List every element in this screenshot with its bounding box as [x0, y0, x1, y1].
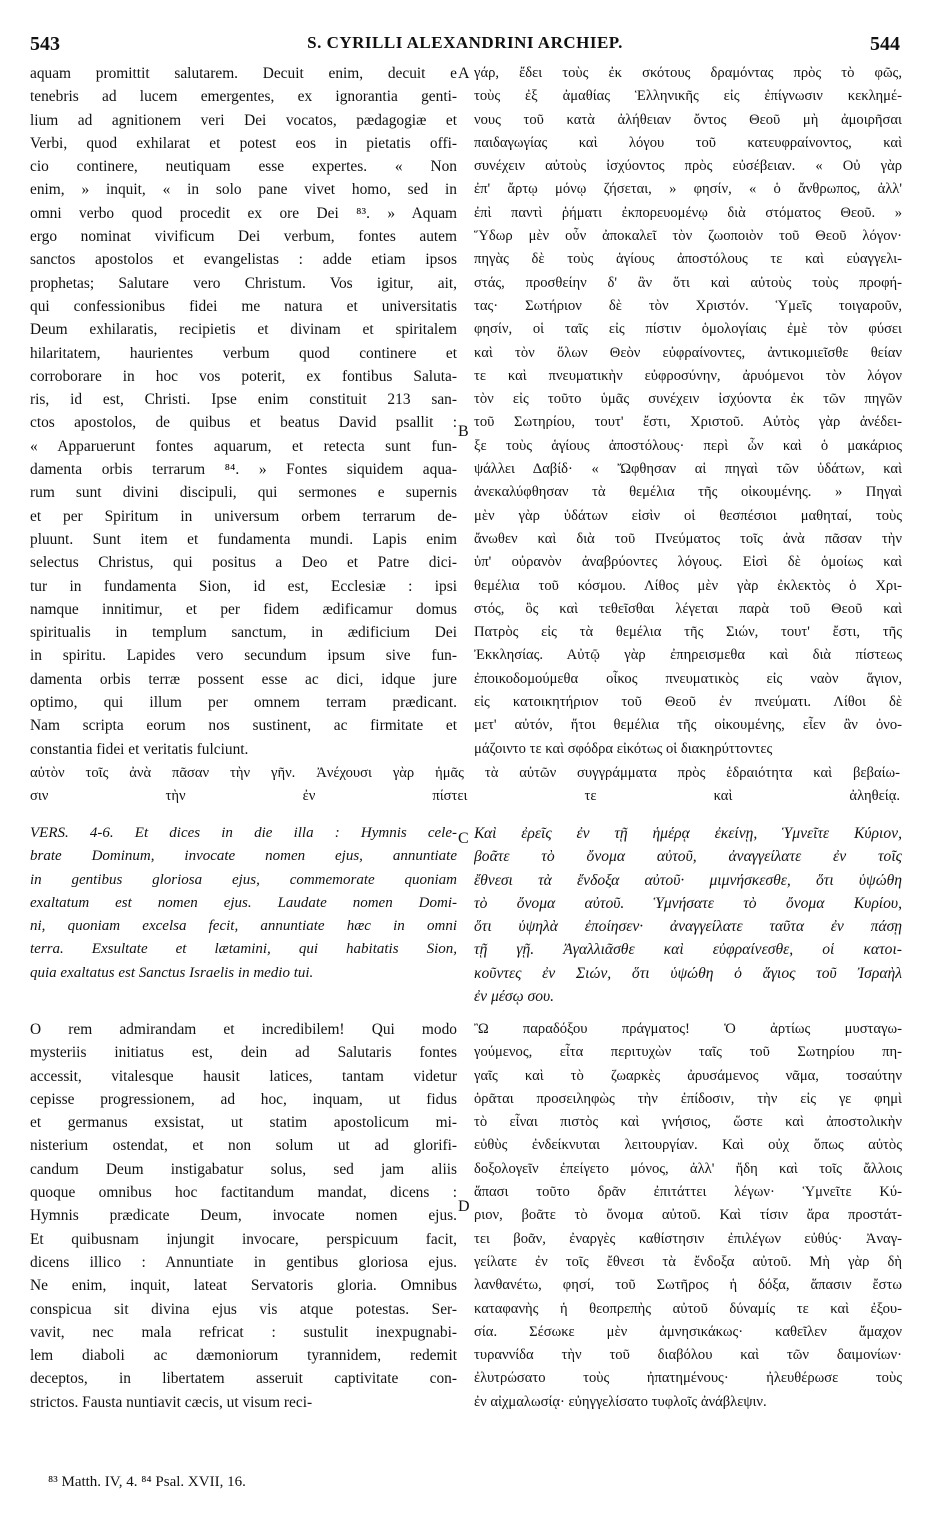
latin-text-line: et per Spiritum in universum orbem terrarum de-	[30, 507, 457, 525]
latin-text-line: Verbi, quod exhilarat et potest eos in pietatis offi-	[30, 134, 457, 152]
greek-text-line: γάρ, ἔδει τοὺς ἐκ σκότους δραμόντας πρὸς τὸ φῶς,	[474, 65, 902, 81]
greek-text-line: εἰς κατοικητήριον τοῦ Θεοῦ ἐν πνεύματι. Λίθοι δὲ	[474, 694, 902, 711]
latin-text-line: lem diaboli ac dæmoniorum tyrannidem, redemit	[30, 1347, 457, 1365]
greek-text-line: στός, ὃς καὶ τεθεῖσθαι λέγεται παρὰ τοῦ Θεοῦ καὶ	[474, 600, 902, 617]
latin-text-line: dicens illico : Annuntiate in gentibus gloriosa ejus.	[30, 1253, 457, 1271]
latin-text-line: cio continere, neutiquam esse expertes. « Non	[30, 158, 457, 176]
latin-verse-line: ni, quoniam excelsa fecit, annuntiate hæc in omni	[30, 918, 457, 935]
greek-verse-line: Καὶ ἐρεῖς ἐν τῇ ἡμέρᾳ ἐκείνῃ, Ὑμνεῖτε Κύριον,	[474, 825, 902, 842]
latin-text-line: namque innitimur, et per fidem ædificamur domus	[30, 600, 457, 618]
latin-text-line: tur in fundamenta Sion, id est, Ecclesiæ : ipsi	[30, 577, 457, 595]
greek-text-line: τε καὶ πνευματικὴν εὐφροσύνην, ἀρυόμενοι τὸν λόγον	[474, 367, 902, 384]
running-title: S. CYRILLI ALEXANDRINI ARCHIEP.	[307, 33, 623, 52]
greek-text-line: καὶ τὸν ὅλων Θεὸν εὐφραίνοντες, ἀντικομιεῖσθε θείαν	[474, 344, 902, 361]
latin-text-line: lium ad agnitionem veri Dei vocatos, pædagogiæ et	[30, 111, 457, 129]
greek-text-line: φησίν, οἱ ταῖς εἰς πίστιν ὁμολογίαις ἐμὲ τὸν φύσει	[474, 321, 902, 338]
latin-verse-line: brate Dominum, invocate nomen ejus, annuntiate	[30, 848, 457, 865]
page-number-right: 544	[870, 33, 900, 55]
latin-text-line: nisterium ostendat, et non solum ut ad glorifi-	[30, 1137, 457, 1155]
latin-text-line: corroborare in hoc vos poterit, ex fontibus Saluta-	[30, 367, 457, 385]
latin-text-line: conspicua sit divina ejus vis atque potestas. Ser-	[30, 1300, 457, 1318]
latin-text-line: tenebris ad lucem emergentes, ex ignorantia genti-	[30, 88, 457, 106]
greek-text-line: ξε τοὺς ἁγίους ἀποστόλους· περὶ ὧν καὶ ὁ μακάριος	[474, 437, 902, 454]
greek-column-bottom	[474, 1018, 902, 1414]
latin-text-line: ctos apostolos, de quibus et beatus David psallit :	[30, 414, 457, 432]
greek-text-line: θεμέλια τοῦ κόσμου. Λίθος μὲν γὰρ ἐκλεκτὸς ὁ Χρι-	[474, 577, 902, 594]
latin-text-line: pluunt. Sunt item et fundamenta mundi. Lapis enim	[30, 530, 457, 548]
latin-column-bottom	[30, 1018, 457, 1414]
greek-text-line: νους τοῦ κατὰ ἀλήθειαν ὄντος Θεοῦ μὴ ἀμοιρῆσαι	[474, 111, 902, 128]
greek-text-line: μάζοιντο τε καὶ σφόδρα εἰκότως οἱ διακηρύττοντες	[474, 740, 773, 757]
full-width-greek	[30, 762, 900, 809]
greek-verse-block	[474, 822, 902, 1008]
latin-column-top	[30, 62, 457, 761]
greek-text-line: ὑπ' οὐρανὸν ἀναβρύοντες λόγους. Εἰσὶ δὲ ὁμοίως καὶ	[474, 554, 902, 571]
latin-text-line: enim, » inquit, « in solo pane vivet homo, sed in	[30, 181, 457, 199]
margin-marker-c: C	[458, 830, 469, 847]
latin-text-line: qui confessionibus fidei me natura et universitatis	[30, 297, 457, 315]
latin-text-line: candum Deum instigabatur solus, sed jam aliis	[30, 1160, 457, 1178]
latin-text-line: rum sunt divini discipuli, qui sermones e supernis	[30, 484, 457, 502]
latin-text-line: accessit, vitalesque hausit latices, tantam videtur	[30, 1067, 457, 1085]
greek-text-line: ἐποικοδομούμεθα οἶκος πνευματικὸς εἰς ναὸν ἅγιον,	[474, 670, 902, 687]
greek-text-line: ἄνωθεν καὶ διὰ τοῦ Πνεύματος τοῖς ἀνὰ πᾶσαν τὴν	[474, 530, 902, 547]
latin-text-line: mysteriis initiatus est, dein ad Salutaris fontes	[30, 1044, 457, 1062]
greek-text-line: ἐλυτρώσατο τοὺς ἠπατημένους· ἠλευθέρωσε τοὺς	[474, 1370, 902, 1387]
greek-text-line: στάς, προσθείην δ' ἂν ὅτι καὶ αὐτοὺς τοὺς προφή-	[474, 274, 902, 291]
greek-text-line: Πατρὸς εἰς τὰ θεμέλια τῆς Σιών, τουτ' ἔστι, τῆς	[474, 624, 902, 641]
latin-text-line: damenta orbis terræ possent esse ac dici, idque jure	[30, 670, 457, 688]
greek-text-line: συνέχειν αὐτοὺς ἰσχύοντος πρὸς εὐσέβειαν. « Οὐ γὰρ	[474, 158, 902, 175]
greek-text-line: ἐπὶ παντὶ ῥήματι ἐκπορευομένῳ διὰ στόματος Θεοῦ. »	[474, 204, 902, 221]
greek-text-line: γαῖς καὶ τὸ ζωαρκὲς ἀρυσάμενος νᾶμα, τοσαύτην	[474, 1067, 902, 1084]
greek-text-line: εὐθὺς ἐνδείκνυται λειτουργίαν. Καὶ οὐχ ὅπως αὐτὸς	[474, 1137, 902, 1154]
latin-text-line: Deum exhilaratis, recipietis et divinam et spiritalem	[30, 321, 457, 339]
latin-verse-line: VERS. 4-6. Et dices in die illa : Hymnis cele-	[30, 825, 457, 841]
greek-text-line: ἅπασι τοῦτο δρᾶν ἐπιτάττει λέγων· Ὑμνεῖτε Κύ-	[474, 1184, 902, 1201]
latin-text-line: damenta orbis terrarum ⁸⁴. » Fontes siquidem aqua-	[30, 461, 457, 479]
greek-text-line: Ἐκκλησίας. Αὐτῷ γὰρ ἐπηρεισμεθα καὶ διὰ πίστεως	[474, 647, 902, 664]
greek-text-line: σιν τὴν ἐν πίστει τε καὶ ἀληθείᾳ.	[30, 788, 900, 805]
greek-verse-line: ὅτι ὑψηλὰ ἐποίησεν· ἀναγγείλατε ταῦτα ἐν πάσῃ	[474, 918, 902, 936]
greek-text-line: παιδαγωγίας καὶ λόγου τοῦ κατευφραίνοντος, καὶ	[474, 134, 902, 151]
greek-text-line: μὲν γὰρ ὑδάτων εἰσὶν οἱ θεσπέσιοι μαθηταί, τοὺς	[474, 507, 902, 524]
greek-verse-line: τῇ γῇ. Ἀγαλλιᾶσθε καὶ εὐφραίνεσθε, οἱ κατοι-	[474, 941, 902, 959]
latin-text-line: sanctos apostolos et evangelistas : adde etiam ipsos	[30, 251, 457, 269]
latin-verse-line: in gentibus gloriosa ejus, commemorate quoniam	[30, 871, 457, 888]
latin-text-line: strictos. Fausta nuntiavit cæcis, ut visum reci-	[30, 1393, 313, 1411]
latin-text-line: selectus Christus, qui positus a Deo et Patre dici-	[30, 554, 457, 572]
greek-text-line: τυραννίδα τὴν τοῦ διαβόλου καὶ τῶν δαιμονίων·	[474, 1347, 902, 1364]
greek-text-line: τὸ εἶναι πιστὸς καὶ γνήσιος, ὥστε καὶ ἀποστολικὴν	[474, 1114, 902, 1131]
latin-verse-block	[30, 822, 457, 985]
greek-text-line: ὁρᾶται προσειληφὼς τὴν ἐπίδοσιν, τὴν εἰς γε φημὶ	[474, 1090, 902, 1107]
latin-text-line: vavit, nec mala refricat : sustulit inexpugnabi-	[30, 1323, 457, 1341]
latin-text-line: Hymnis prædicate Deum, invocate nomen ejus.	[30, 1207, 457, 1225]
latin-text-line: deceptos, in libertatem asseruit captivitate con-	[30, 1370, 457, 1388]
latin-text-line: cepisse progressionem, ad hoc, inquam, ut fidus	[30, 1090, 457, 1108]
greek-text-line: ψάλλει Δαβίδ· « Ὤφθησαν αἱ πηγαὶ τῶν ὑδάτων, καὶ	[474, 461, 902, 478]
latin-text-line: optimo, qui illum per omnem terram prædicant.	[30, 694, 457, 712]
greek-verse-line: βοᾶτε τὸ ὄνομα αὐτοῦ, ἀναγγείλατε ἐν τοῖς	[474, 848, 902, 866]
greek-verse-line: ἐν μέσῳ σου.	[474, 988, 555, 1006]
greek-text-line: δοξολογεῖν ἐπείγετο μόνος, ἀλλ' ἤδη καὶ τοῖς ἄλλοις	[474, 1160, 902, 1177]
latin-text-line: Et quibusnam injungit invocare, perspicuum facit,	[30, 1230, 457, 1248]
page-header	[30, 33, 900, 57]
greek-text-line: Ὢ παραδόξου πράγματος! Ὁ ἀρτίως μυσταγω-	[474, 1021, 902, 1037]
greek-text-line: ἀνεκαλύφθησαν τὰ θεμέλια τῆς οἰκουμένης. » Πηγαὶ	[474, 484, 902, 501]
greek-verse-line: ἔθνεσι τὰ ἔνδοξα αὐτοῦ· μιμνήσκεσθε, ὅτι ὑψώθη	[474, 871, 902, 889]
greek-text-line: Ὕδωρ μὲν οὖν ἀποκαλεῖ τὸν ζωοποιὸν τοῦ Θεοῦ λόγον·	[474, 228, 902, 245]
greek-text-line: καταφανὴς ἡ θεοπρεπὴς αὐτοῦ δύναμίς τε καὶ ἐξου-	[474, 1300, 902, 1317]
latin-verse-line: terra. Exsultate et lætamini, qui habitatis Sion,	[30, 941, 457, 958]
latin-text-line: omni verbo quod procedit ex ore Dei ⁸³. » Aquam	[30, 204, 457, 222]
page-number-left: 543	[30, 33, 60, 55]
latin-text-line: « Apparuerunt fontes aquarum, et retecta sunt fun-	[30, 437, 457, 455]
greek-column-top	[474, 62, 902, 761]
margin-marker-b: B	[458, 423, 469, 440]
greek-text-line: σία. Σέσωκε μὲν ἀμνησικάκως· καθεῖλεν ἄμαχον	[474, 1323, 902, 1340]
latin-text-line: Ne enim, inquit, lateat Servatoris gloria. Omnibus	[30, 1277, 457, 1295]
greek-text-line: γούμενος, εἶτα περιτυχὼν ταῖς τοῦ Σωτηρίου πη-	[474, 1044, 902, 1061]
latin-text-line: O rem admirandam et incredibilem! Qui modo	[30, 1021, 457, 1038]
latin-text-line: hilaritatem, haurientes verbum quod continere et	[30, 344, 457, 362]
latin-text-line: prophetas; Salutare vero Christum. Vos igitur, ait,	[30, 274, 457, 292]
greek-text-line: ριον, βοᾶτε τὸ ὄνομα αὐτοῦ. Καὶ τίσιν ἄρα προστάτ-	[474, 1207, 902, 1224]
greek-text-line: αὐτὸν τοῖς ἀνὰ πᾶσαν τὴν γῆν. Ἀνέχουσι γὰρ ἡμᾶς τὰ αὐτῶν συγγράμματα πρὸς ἑδραιότητα καὶ βεβαίω-	[30, 765, 900, 781]
latin-text-line: quoque omnibus hoc factitandum mandat, dicens :	[30, 1184, 457, 1202]
latin-text-line: ris, id est, Christi. Ipse enim constituit 213 san-	[30, 391, 457, 409]
greek-text-line: μετ' αὐτόν, ἤτοι θεμέλια τῆς οἰκουμένης, εἶεν ἂν ὀνο-	[474, 717, 902, 734]
greek-verse-line: τὸ ὄνομα αὐτοῦ. Ὑμνήσατε τὸ ὄνομα Κυρίου,	[474, 894, 902, 912]
latin-text-line: et germanus exsistat, ut statim apostolicum mi-	[30, 1114, 457, 1132]
latin-text-line: Nam scripta eorum nos sustinent, ac firmitate et	[30, 717, 457, 735]
latin-text-line: aquam promittit salutarem. Decuit enim, decuit e	[30, 65, 457, 82]
greek-text-line: τοὺς ἐξ ἀμαθίας Ἑλληνικῆς εἰς ἐπίγνωσιν κεκλημέ-	[474, 88, 902, 105]
greek-text-line: τας· Σωτήριον δὲ τὸν Χριστόν. Ὑμεῖς τοιγαροῦν,	[474, 297, 902, 314]
latin-text-line: ergo nominat vivificum Dei verbum, fontes autem	[30, 228, 457, 246]
greek-text-line: ἐν αἰχμαλωσίᾳ· εὐηγγελίσατο τυφλοῖς ἀνάβλεψιν.	[474, 1393, 767, 1410]
greek-verse-line: κοῦντες ἐν Σιών, ὅτι ὑψώθη ὁ ἅγιος τοῦ Ἰσραὴλ	[474, 964, 902, 982]
footnotes: ⁸³ Matth. IV, 4. ⁸⁴ Psal. XVII, 16.	[48, 1474, 246, 1490]
greek-text-line: τὸν εἰς τοῦτο ὑμᾶς συνέχειν ἰσχύοντα ἐκ τῶν πηγῶν	[474, 391, 902, 408]
latin-verse-line: quia exaltatus est Sanctus Israelis in medio tui.	[30, 964, 314, 981]
margin-marker-d: D	[458, 1198, 470, 1215]
greek-text-line: ἐπ' ἄρτῳ μόνῳ ζήσεται, » φησίν, « ὁ ἄνθρωπος, ἀλλ'	[474, 181, 902, 198]
latin-text-line: constantia fidei et veritatis fulciunt.	[30, 740, 249, 758]
latin-text-line: spiritualis in templum sanctum, in ædificium Dei	[30, 624, 457, 642]
greek-text-line: τοῦ Σωτηρίου, τουτ' ἔστι, Χριστοῦ. Αὐτὸς γὰρ ἀνέδει-	[474, 414, 902, 431]
greek-text-line: γείλατε ἐν τοῖς ἔθνεσι τὰ ἔνδοξα αὐτοῦ. Μὴ γὰρ δὴ	[474, 1253, 902, 1270]
greek-text-line: λανθανέτω, φησί, τοῦ Σωτῆρος ἡ δόξα, ἅπασιν ἔστω	[474, 1277, 902, 1294]
greek-text-line: πηγὰς δὲ τοὺς ἁγίους ἀποστόλους τε καὶ εὐαγγελι-	[474, 251, 902, 268]
latin-verse-line: exaltatum est nomen ejus. Laudate nomen Domi-	[30, 894, 457, 911]
margin-marker-a: A	[458, 65, 470, 82]
greek-text-line: τει βοᾶν, ἐναργὲς καθίστησιν ἐπιλέγων εὐθύς· Ἀναγ-	[474, 1230, 902, 1247]
latin-text-line: in spiritu. Lapides vero secundum ipsum sive fun-	[30, 647, 457, 665]
